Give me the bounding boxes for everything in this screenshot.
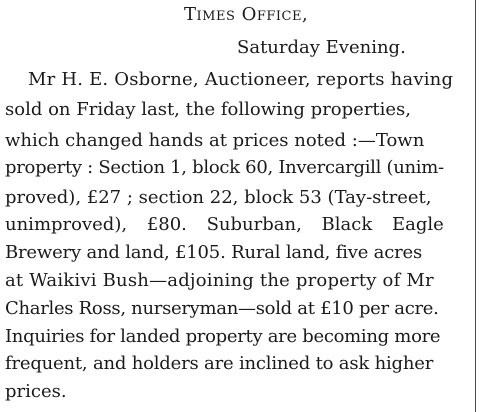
body-line-3: which changed hands at prices noted :—Town xyxy=(5,130,425,151)
body-line-7: Brewery and land, £105. Rural land, five acres xyxy=(5,242,422,263)
body-line-1: Mr H. E. Osborne, Auctioneer, reports having xyxy=(28,69,454,90)
column-rule xyxy=(475,0,476,412)
article-dateline: Saturday Evening. xyxy=(237,37,406,58)
body-line-6: unimproved), £80. Suburban, Black Eagle xyxy=(5,214,444,235)
body-line-4: property : Section 1, block 60, Invercargill (unim- xyxy=(5,157,444,178)
body-line-8: at Waikivi Bush—adjoining the property of Mr xyxy=(5,270,434,291)
body-line-10: Inquiries for landed property are becoming more xyxy=(5,326,441,347)
article-heading: Times Office, xyxy=(184,4,309,25)
body-line-12: prices. xyxy=(5,381,67,402)
body-line-2: sold on Friday last, the following properties, xyxy=(5,99,412,120)
body-line-11: frequent, and holders are inclined to ask higher xyxy=(5,353,434,374)
body-line-9: Charles Ross, nurseryman—sold at £10 per acre. xyxy=(5,298,439,319)
body-line-5: proved), £27 ; section 22, block 53 (Tay-street, xyxy=(5,187,432,208)
